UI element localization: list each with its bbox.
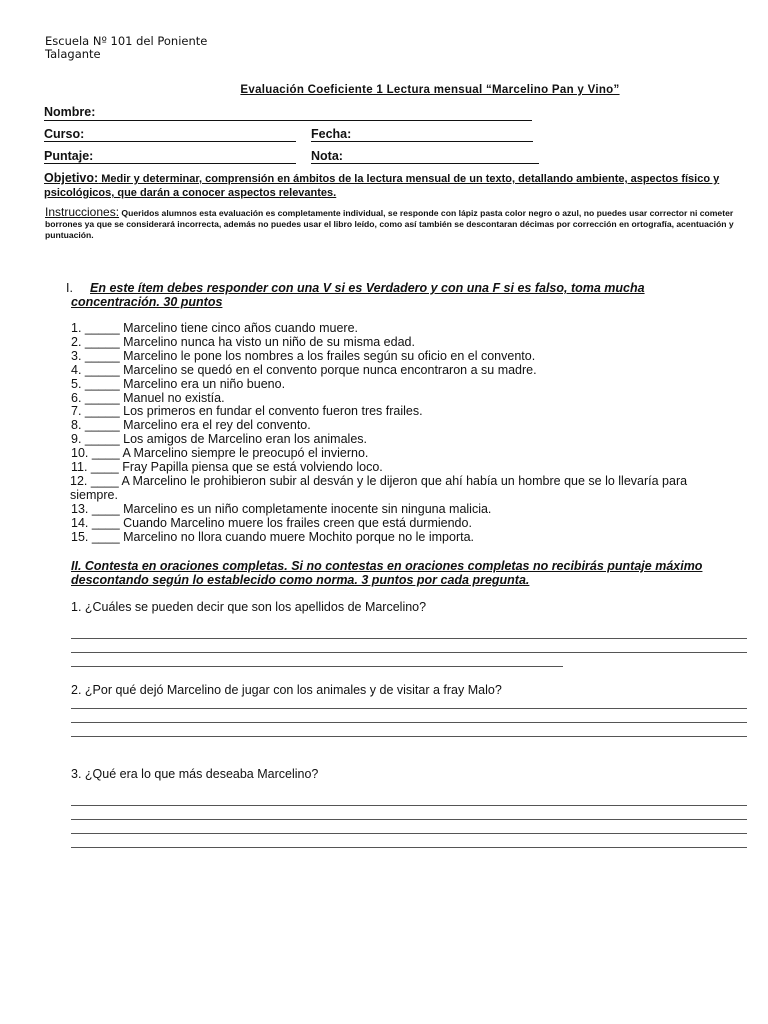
answer-line[interactable] [71, 847, 747, 848]
question-1: 1. ¿Cuáles se pueden decir que son los apellidos de Marcelino? [71, 600, 427, 614]
page-title [0, 84, 768, 96]
answer-line[interactable] [71, 708, 747, 709]
answer-line[interactable] [71, 638, 747, 639]
tf-item: 12. ____ A Marcelino le prohibieron subir al desván y le dijeron que ahí había un hombre que se lo llevaría para siempre. [70, 473, 688, 502]
objective-text: Medir y determinar, comprensión en ámbitos de la lectura mensual de un texto, detallando ambiente, aspectos físico y psicológicos, que darán a conocer aspectos relevantes. [44, 173, 720, 199]
tf-item: 2. _____ Marcelino nunca ha visto un niño de su misma edad. [71, 334, 415, 349]
nota-label: Nota: [311, 149, 343, 163]
question-2: 2. ¿Por qué dejó Marcelino de jugar con los animales y de visitar a fray Malo? [71, 683, 502, 697]
nombre-line[interactable] [44, 120, 532, 121]
section1-heading: En este ítem debes responder con una V si es Verdadero y con una F si es falso, toma mucha concentración. 30 puntos [71, 281, 645, 309]
answer-line[interactable] [71, 819, 747, 820]
true-false-list [71, 322, 711, 545]
tf-item: 8. _____ Marcelino era el rey del convento. [71, 418, 311, 433]
objective-block [44, 171, 734, 200]
tf-item: 13. ____ Marcelino es un niño completamente inocente sin ninguna malicia. [71, 501, 492, 516]
answer-line[interactable] [71, 666, 563, 667]
tf-item: 1. _____ Marcelino tiene cinco años cuando muere. [71, 321, 358, 335]
school-header [45, 35, 207, 61]
tf-item: 7. _____ Los primeros en fundar el convento fueron tres frailes. [71, 404, 423, 419]
answer-line[interactable] [71, 722, 747, 723]
answer-line[interactable] [71, 652, 747, 653]
instructions-label: Instrucciones: [45, 205, 120, 219]
fecha-line[interactable] [311, 141, 533, 142]
nota-line[interactable] [311, 163, 539, 164]
tf-item: 14. ____ Cuando Marcelino muere los frailes creen que está durmiendo. [71, 515, 472, 530]
title-text: Evaluación Coeficiente 1 Lectura mensual “Marcelino Pan y Vino” [240, 84, 620, 96]
puntaje-line[interactable] [44, 163, 296, 164]
answer-line[interactable] [71, 805, 747, 806]
objective-label: Objetivo: [44, 171, 99, 185]
tf-item: 11. ____ Fray Papilla piensa que se está volviendo loco. [71, 460, 383, 475]
school-name: Escuela Nº 101 del Poniente [45, 34, 208, 48]
curso-line[interactable] [44, 141, 296, 142]
school-city: Talagante [45, 47, 101, 61]
curso-label: Curso: [44, 127, 85, 141]
tf-item: 9. _____ Los amigos de Marcelino eran los animales. [71, 432, 368, 447]
tf-item: 5. _____ Marcelino era un niño bueno. [71, 376, 286, 391]
section1-numeral: I. [66, 281, 73, 295]
answer-line[interactable] [71, 736, 747, 737]
tf-item: 3. _____ Marcelino le pone los nombres a los frailes según su oficio en el convento. [71, 348, 536, 363]
question-3: 3. ¿Qué era lo que más deseaba Marcelino? [71, 767, 319, 781]
fecha-label: Fecha: [311, 127, 352, 141]
tf-item: 4. _____ Marcelino se quedó en el convento porque nunca encontraron a su madre. [71, 362, 537, 377]
instructions-block [45, 207, 745, 241]
answer-line[interactable] [71, 833, 747, 834]
tf-item: 15. ____ Marcelino no llora cuando muere Mochito porque no le importa. [71, 529, 475, 544]
nombre-label: Nombre: [44, 105, 96, 119]
puntaje-label: Puntaje: [44, 149, 94, 163]
instructions-text: Queridos alumnos esta evaluación es completamente individual, se responde con lápiz pasta color negro o azul, no puedes usar corrector ni cometer borrones ya que se considerará incorrecta, además no puedes usar el libro leído, como así también se descontaran décimas por corrección en ortografía, acentuación y puntuación. [45, 208, 734, 240]
tf-item: 10. ____ A Marcelino siempre le preocupó el invierno. [71, 446, 369, 461]
tf-item: 6. _____ Manuel no existía. [71, 390, 225, 405]
section2-heading: II. Contesta en oraciones completas. Si no contestas en oraciones completas no recibirás puntaje máximo descontando según lo establecido como norma. 3 puntos por cada pregunta. [71, 559, 703, 587]
